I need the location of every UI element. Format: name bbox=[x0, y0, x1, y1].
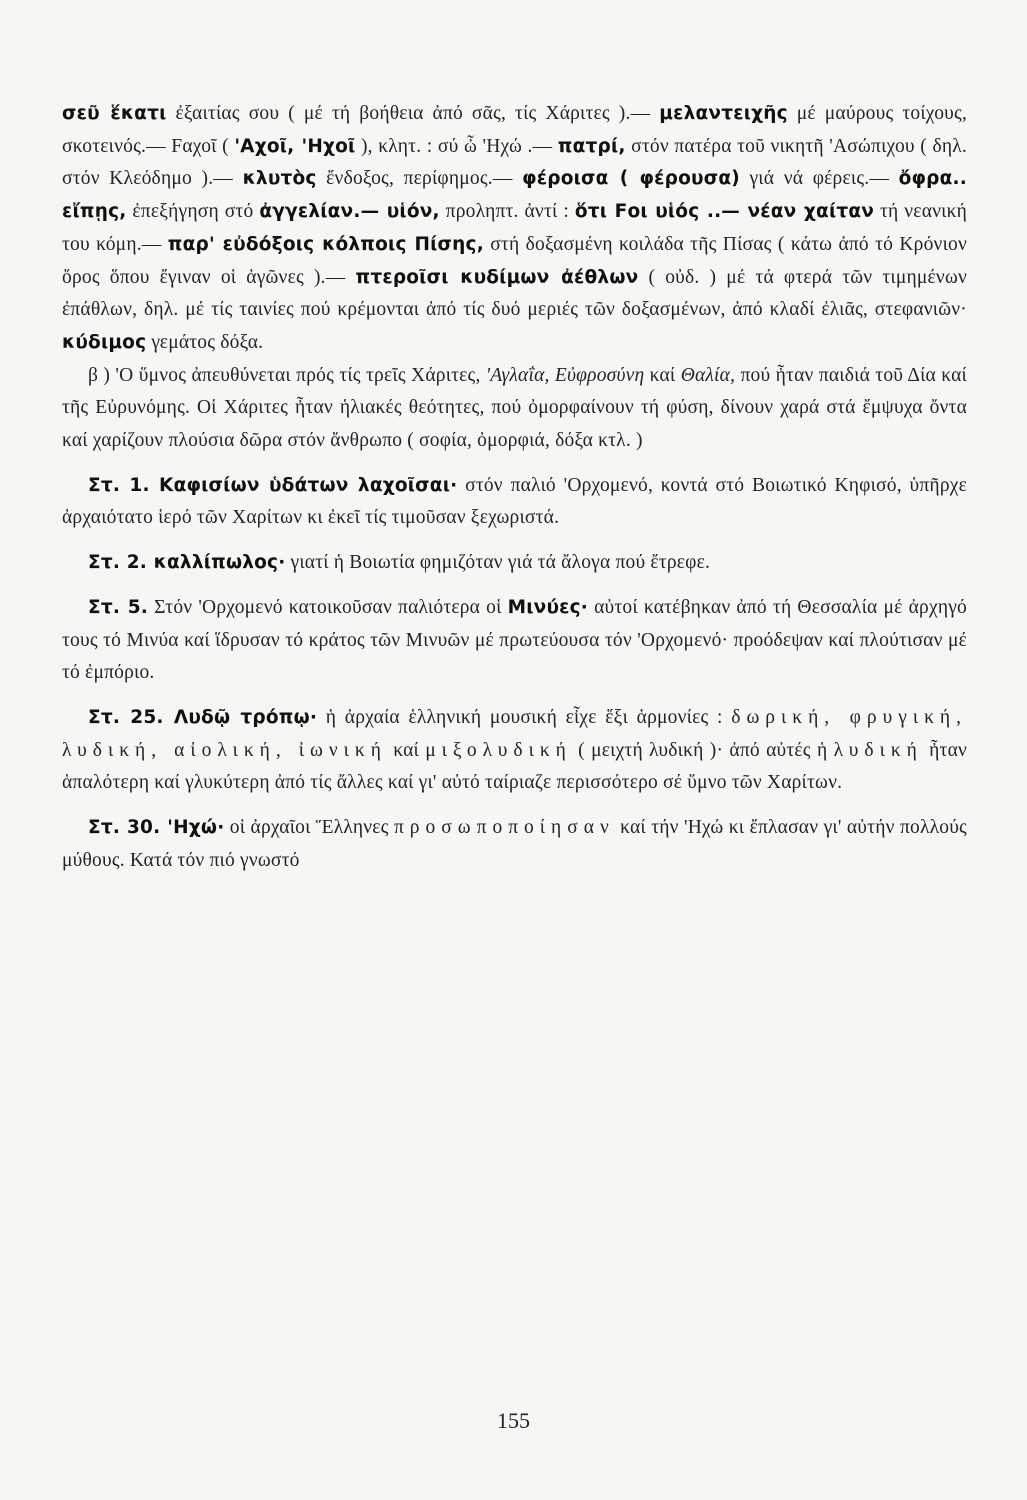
text-run: στόν πατέρα τοῦ νικητῆ 'Ασώπιχου ( δηλ. στόν Κλεόδημο ).— bbox=[62, 135, 968, 190]
text-run: καί bbox=[644, 364, 681, 386]
bold-term: Στ. 2. καλλίπωλος· bbox=[88, 552, 286, 574]
text-run: β ) 'Ο ὕμνος ἀπευθύνεται πρός τίς τρεῖς Χάριτες, bbox=[88, 364, 486, 386]
text-run: γιατί ἡ Βοιωτία φημιζόταν γιά τά ἄλογα πού ἔτρεφε. bbox=[285, 552, 711, 574]
text-run: ἦταν ἁπαλότερη καί γλυκύτερη ἀπό τίς ἄλλες καί γι' αὐτό ταίριαζε περισσότερο σέ ὕμνο τῶν Χαρίτων. bbox=[62, 739, 968, 794]
text-run: ἐπεξήγηση στό bbox=[126, 201, 260, 223]
text-run: ἔνδοξος, περίφημος.— bbox=[316, 168, 523, 190]
bold-term: ὅτι Fοι υἱός ..— νέαν χαίταν bbox=[574, 201, 875, 223]
bold-term: παρ' εὐδόξοις κόλποις Πίσης, bbox=[167, 233, 484, 255]
bold-term: σεῦ ἕκατι bbox=[62, 103, 167, 124]
italic-name: Θαλία, bbox=[680, 364, 736, 386]
text-run: στή δοξασμένη κοιλάδα τῆς Πίσας ( κάτω ἀπό τό Κρόνιον ὄρος ὅπου ἔγιναν οἱ ἀγῶνες ).— bbox=[62, 233, 967, 288]
text-run: ἡ ἀρχαία ἑλληνική μουσική εἶχε ἕξι ἁρμονίες : bbox=[317, 706, 732, 728]
bold-term: ὄφρα.. εἴπῃς, bbox=[62, 168, 967, 223]
text-run: στόν παλιό 'Ορχομενό, κοντά στό Βοιωτικό Κηφισό, ὑπῆρχε ἀρχαιότατο ἱερό τῶν Χαρίτων κι ἐκεῖ τίς τιμοῦσαν ξεχωριστά. bbox=[62, 474, 968, 529]
paragraph-st5 bbox=[62, 592, 967, 690]
text-run: ( μειχτή λυδική )· ἀπό αὐτές ἡ bbox=[571, 739, 834, 761]
text-run: ( οὐδ. ) μέ τά φτερά τῶν τιμημένων ἐπάθλων, δηλ. μέ τίς ταινίες πού κρέμονται ἀπό τίς δυό μεριές τῶν δοξασμένων, ἀπό κλαδί ἐλιᾶς, στεφανιῶν· bbox=[62, 266, 967, 321]
text-run: τή νεανική του κόμη.— bbox=[62, 201, 967, 255]
text-run: προληπτ. ἀντί : bbox=[439, 201, 575, 223]
spaced-term: δωρική, φρυγική, λυδική, αἰολική, ἰωνική bbox=[62, 706, 967, 761]
text-run: γεμάτος δόξα. bbox=[146, 331, 264, 353]
text-run: μέ μαύρους τοίχους, σκοτεινός.— Fαχοῖ ( bbox=[62, 103, 967, 157]
text-run: ἐξαιτίας σου ( μέ τή βοήθεια ἀπό σᾶς, τίς Χάριτες ).— bbox=[166, 103, 660, 124]
text-run: Στόν 'Ορχομενό κατοικοῦσαν παλιότερα οἱ bbox=[148, 596, 508, 618]
spaced-term: λυδική bbox=[833, 739, 923, 761]
paragraph-st2 bbox=[62, 547, 967, 580]
bold-term: Στ. 30. 'Ηχώ· bbox=[88, 817, 225, 839]
commentary-text bbox=[62, 98, 967, 877]
bold-term: φέροισα ( φέρουσα) bbox=[522, 168, 740, 190]
italic-name: 'Αγλαΐα, Εὐφροσύνη bbox=[485, 364, 645, 386]
bold-term: 'Αχοῖ, 'Ηχοῖ bbox=[234, 135, 356, 157]
spaced-term: προσωποποίησαν bbox=[393, 817, 615, 839]
text-run: γιά νά φέρεις.— bbox=[739, 168, 899, 190]
paragraph-st25 bbox=[62, 702, 967, 800]
text-run: καί τήν 'Ηχώ κι ἔπλασαν γι' αὐτήν πολλούς μύθους. Κατά τόν πιό γνωστό bbox=[62, 817, 967, 871]
page-number: 155 bbox=[497, 1408, 530, 1433]
spaced-term: μιξολυδική bbox=[425, 739, 572, 761]
paragraph-st30 bbox=[62, 812, 967, 877]
paragraph-st1 bbox=[62, 470, 967, 535]
paragraph-p1 bbox=[62, 98, 967, 360]
bold-term: Μινύες· bbox=[507, 596, 589, 618]
bold-term: Στ. 25. Λυδῷ τρόπῳ· bbox=[88, 706, 318, 728]
paragraph-p2 bbox=[62, 360, 967, 458]
text-run: ), κλητ. : σύ ὦ 'Ηχώ .— bbox=[355, 135, 558, 157]
bold-term: κλυτὸς bbox=[242, 168, 317, 190]
text-run: καί bbox=[386, 739, 426, 761]
bold-term: μελαντειχῆς bbox=[659, 103, 788, 124]
bold-term: Στ. 1. Καφισίων ὑδάτων λαχοῖσαι· bbox=[88, 474, 458, 496]
text-run: πού ἦταν παιδιά τοῦ Δία καί τῆς Εὐρυνόμης. Οἱ Χάριτες ἦταν ἡλιακές θεότητες, πού ὀμορφαίνουν τή φύση, δίνουν χαρά στά ἔμψυχα ὄντα καί χαρίζουν πλούσια δῶρα στόν ἄνθρωπο ( σοφία, ὀμορφιά, δόξα κτλ. ) bbox=[62, 364, 968, 452]
bold-term: πτεροῖσι κυδίμων ἀέθλων bbox=[355, 266, 639, 288]
text-run: οἱ ἀρχαῖοι Ἕλληνες bbox=[224, 817, 394, 839]
bold-term: ἀγγελίαν.— υἱόν, bbox=[259, 201, 440, 223]
bold-term: Στ. 5. bbox=[88, 596, 149, 618]
text-run: αὐτοί κατέβηκαν ἀπό τή Θεσσαλία μέ ἀρχηγό τους τό Μινύα καί ἵδρυσαν τό κράτος τῶν Μινυῶν μέ πρωτεύουσα τόν 'Ορχομενό· προόδεψαν καί πλούτισαν μέ τό ἐμπόριο. bbox=[62, 596, 967, 684]
bold-term: κύδιμος bbox=[62, 331, 147, 353]
bold-term: πατρί, bbox=[557, 135, 626, 157]
